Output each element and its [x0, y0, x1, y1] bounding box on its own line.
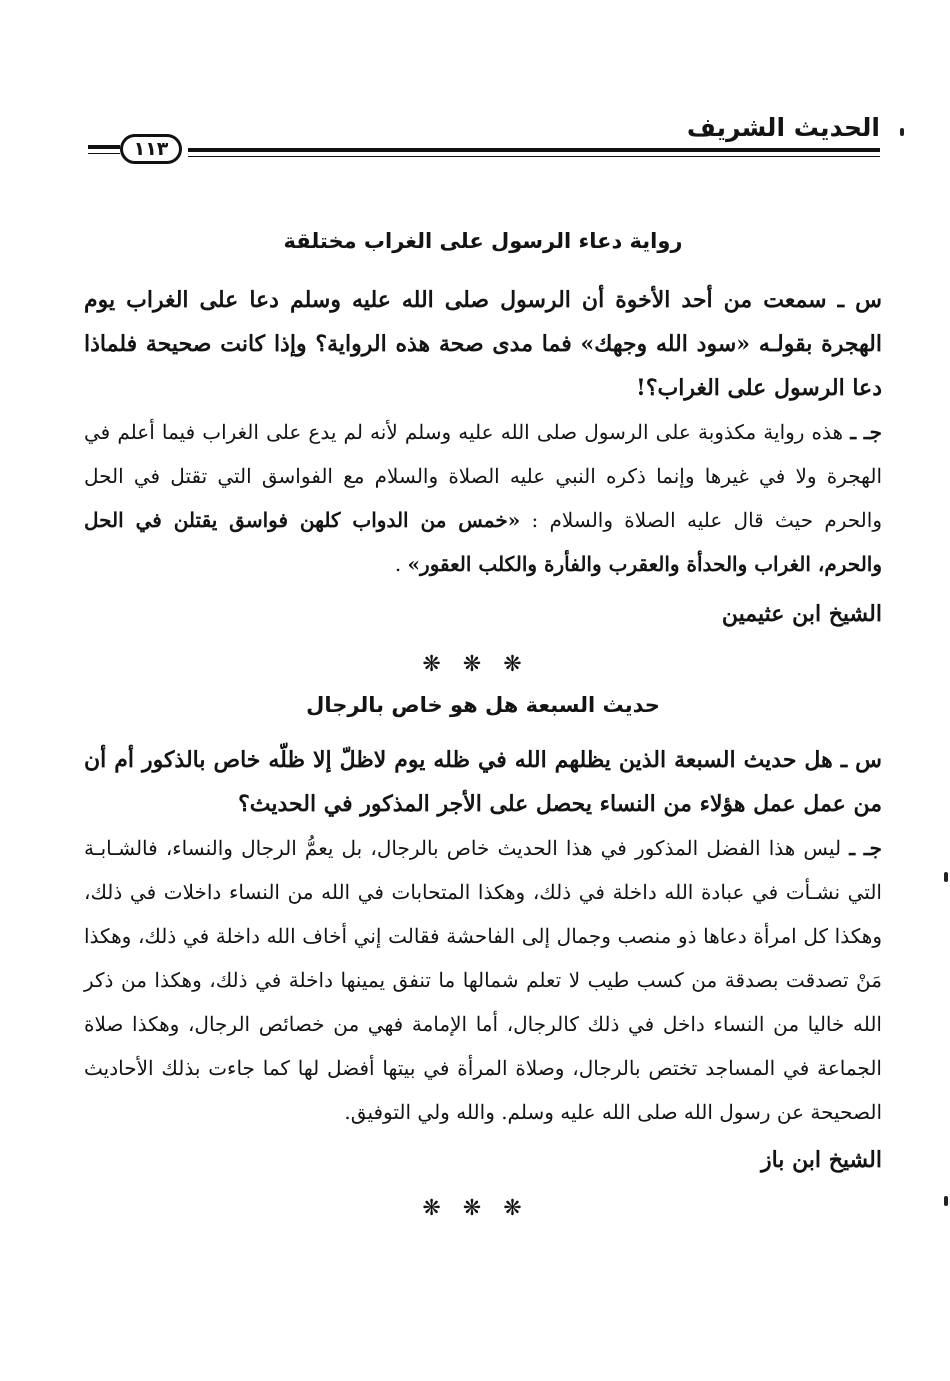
fatwa-section-raven [84, 224, 882, 636]
answer-marker: جـ ـ [849, 836, 883, 860]
answer-text: ليس هذا الفضل المذكور في هذا الحديث خاص بالرجال، بل يعمُّ الرجال والنساء، فالشـابـة التي نشـأت في عبادة الله داخلة في ذلك، وهكذا المتحابات في الله من النساء داخلات في ذلك، وهكذا كل امرأة دعاها ذو منصب وجمال إلى الفاحشة فقالت إني أخاف الله داخلة في ذلك، وهكذا مَنْ تصدقت بصدقة من كسب طيب لا تعلم شمالها ما تنفق يمينها داخلة في ذلك، وهكذا من ذكر الله خاليا من النساء داخل في ذلك كالرجال، أما الإمامة فهي من خصائص الرجال، وهكذا صلاة الجماعة في المساجد تختص بالرجال، وصلاة المرأة في بيتها أفضل لها كما جاءت بذلك الأحاديث الصحيحة عن رسول الله صلى الله عليه وسلم. والله ولي التوفيق. [84, 836, 882, 1124]
page-number-rule-thin [88, 153, 120, 154]
question-text: سمعت من أحد الأخوة أن الرسول صلى الله عليه وسلم دعا على الغراب يوم الهجرة بقولـه «سود الله وجهك» فما مدى صحة هذه الرواية؟ وإذا كانت صحيحة فلماذا دعا الرسول على الغراب؟! [84, 287, 882, 401]
question-text: هل حديث السبعة الذين يظلهم الله في ظله يوم لاظلّ إلا ظلّه خاص بالذكور أم أن من عمل عمل هؤلاء من النساء يحصل على الأجر المذكور في الحديث؟ [84, 747, 882, 817]
question-marker: س ـ [840, 747, 882, 773]
header-rule-thin [188, 156, 880, 157]
running-header [88, 112, 880, 164]
edge-mark-top [900, 128, 904, 136]
answer-paragraph [84, 826, 882, 1134]
header-title: الحديث الشريف [686, 113, 880, 142]
edge-mark-bottom [944, 1196, 948, 1206]
page-number: ١١٣ [120, 134, 182, 164]
question-marker: س ـ [837, 287, 882, 313]
section-separator-end: ❋❋❋ [422, 1196, 544, 1221]
edge-mark-middle [944, 872, 948, 882]
fatwa-section-seven [84, 688, 882, 1182]
answer-marker: جـ ـ [850, 420, 883, 444]
answer-end: . [394, 552, 402, 576]
answer-text: هذه رواية مكذوبة على الرسول صلى الله عليه وسلم لأنه لم يدع على الغراب فيما أعلم في الهجرة ولا في غيرها وإنما ذكره النبي عليه الصلاة والسلام مع الفواسق التي تقتل في الحل والحرم حيث قال عليه الصلاة والسلام : [84, 420, 882, 532]
signature: الشيخ ابن باز [760, 1147, 882, 1173]
answer-paragraph [84, 410, 882, 586]
section-title: حديث السبعة هل هو خاص بالرجال [306, 693, 660, 717]
hadith-quote: «خمس من الدواب كلهن فواسق يقتلن في الحل والحرم، الغراب والحدأة والعقرب والفأرة والكلب العقور» [84, 508, 882, 576]
section-title: رواية دعاء الرسول على الغراب مختلقة [283, 229, 683, 253]
page-content [84, 224, 882, 1224]
page-number-rule-thick [88, 145, 120, 149]
signature: الشيخ ابن عثيمين [721, 601, 882, 627]
section-separator: ❋❋❋ [422, 652, 544, 677]
header-rule-thick [188, 148, 880, 152]
question-paragraph [84, 738, 882, 826]
question-paragraph [84, 278, 882, 410]
